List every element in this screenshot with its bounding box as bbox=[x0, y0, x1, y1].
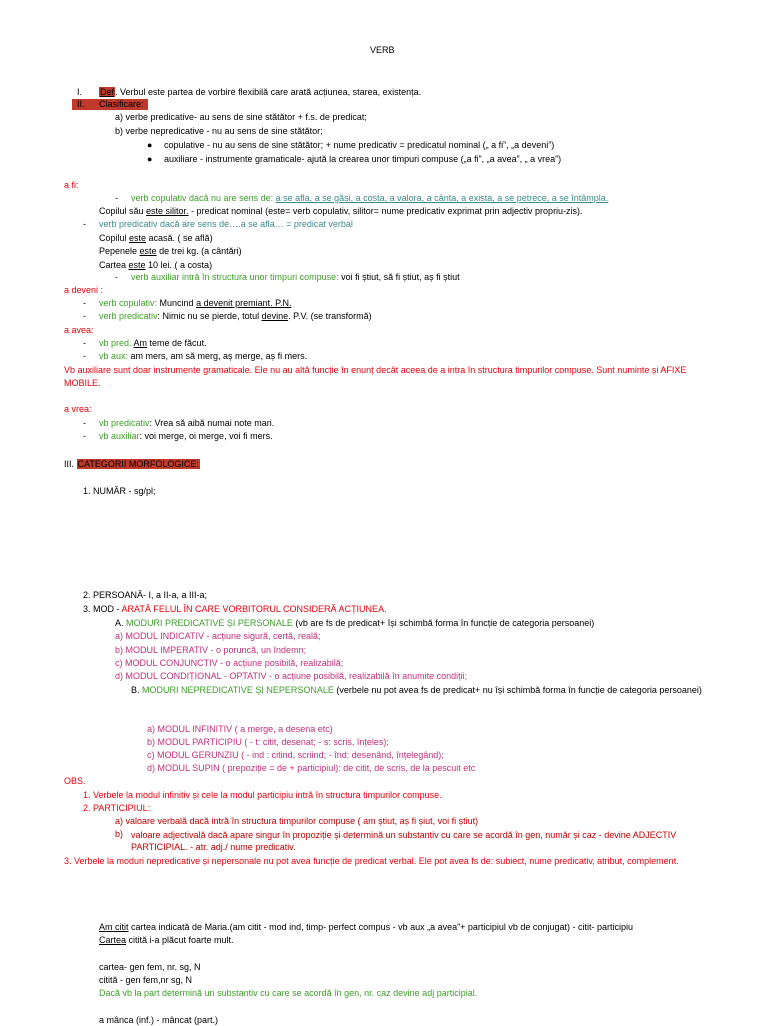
section-ii-heading: Clasificare: bbox=[99, 99, 144, 109]
avrea-line-2 bbox=[99, 431, 273, 442]
dash-icon: - bbox=[83, 338, 86, 348]
auxiliar-label: vb auxiliar bbox=[99, 431, 140, 441]
afi-line-7 bbox=[131, 272, 460, 283]
mod-definition: ARATĂ FELUL ÎN CARE VORBITORUL CONSIDERĂ ACȚIUNEA. bbox=[121, 604, 387, 614]
text: - predicat nominal (este= verb copulativ, silitor= nume predicativ exprimat prin adjectiv propriu-zis). bbox=[188, 206, 583, 216]
modB-item: d) MODUL SUPIN ( prepoziție = de + participiul): de citit, de scris, de la pescuit etc bbox=[147, 763, 476, 773]
dash-icon: - bbox=[83, 431, 86, 441]
predicativ-label: verb predicativ bbox=[99, 311, 158, 321]
modB-title: MODURI NEPREDICATIVE ȘI NEPERSONALE bbox=[142, 685, 334, 695]
text: (verbele nu pot avea fs de predicat+ nu își schimbă forma în funcție de categoria persoanei) bbox=[333, 685, 702, 695]
underlined-text: este bbox=[129, 233, 147, 243]
adeveni-line-1 bbox=[99, 298, 291, 309]
text: B. bbox=[131, 685, 143, 695]
afi-label: a fi: bbox=[64, 180, 79, 190]
modB-heading bbox=[131, 684, 703, 697]
text: Copilul bbox=[99, 233, 130, 243]
aavea-label: a avea: bbox=[64, 325, 94, 335]
text: : Nimic nu se pierde, totul bbox=[157, 311, 262, 321]
afi-line-3: verb predicativ dacă are sens de….a se afla… = predicat verbal bbox=[99, 219, 353, 229]
bullet-icon: ● bbox=[147, 140, 153, 150]
modA-item: b) MODUL IMPERATIV - o poruncă, un îndemn; bbox=[115, 645, 307, 655]
example-line-4: citită - gen fem,nr sg, N bbox=[99, 975, 193, 985]
dash-icon: - bbox=[83, 418, 86, 428]
predicativ-label: vb predicativ bbox=[99, 418, 150, 428]
text: 3. MOD - bbox=[83, 604, 122, 614]
text: Muncind bbox=[157, 298, 197, 308]
example-line-5: Dacă vb la part determină un substantiv cu care se acordă în gen, nr. caz devine adj participial. bbox=[99, 988, 478, 998]
aux-label: vb aux: bbox=[99, 351, 129, 361]
modB-item: c) MODUL GERUNZIU ( - ind : citind, scriind; - înd: desenând, înțelegând); bbox=[147, 750, 444, 760]
categorii-highlight: CATEGORII MORFOLOGICE: bbox=[77, 459, 199, 469]
text: . P.V. (se transformă) bbox=[288, 311, 372, 321]
persoana-item: 2. PERSOANĂ- I, a II-a, a III-a; bbox=[83, 590, 208, 600]
avrea-line-1 bbox=[99, 418, 274, 429]
example-line-3: cartea- gen fem, nr. sg, N bbox=[99, 962, 201, 972]
afi-line-4 bbox=[99, 233, 213, 244]
pred-label: vb pred. bbox=[99, 338, 134, 348]
text: Cartea bbox=[99, 260, 129, 270]
section-iii-number: III. bbox=[64, 459, 75, 469]
numar-item: 1. NUMĂR - sg/pl; bbox=[83, 486, 156, 496]
afi-line-1 bbox=[131, 193, 608, 204]
auxiliare-item: auxiliare - instrumente gramaticale- ajută la crearea unor timpuri compuse („a fi”, „a avea”, „ a vrea”) bbox=[164, 154, 562, 164]
afi-line-6 bbox=[99, 260, 212, 271]
mod-item bbox=[83, 604, 387, 615]
copulativ-label: verb copulativ: bbox=[99, 298, 158, 308]
underlined-text: este bbox=[128, 260, 146, 270]
copulative-item: copulative - nu au sens de sine stătător; + nume predicativ = predicatul nominal („ a fi”, „a deveni”) bbox=[164, 140, 555, 150]
page-title: VERB bbox=[370, 45, 395, 55]
obs-item-1: 1. Verbele la modul infinitiv și cele la modul participiu intră în structura timpurilor compuse. bbox=[83, 790, 442, 800]
afi-meanings: a se afla, a se găsi, a costa, a valora, a cânta, a exista, a se petrece, a se întâmpla. bbox=[275, 193, 609, 203]
modB-item: a) MODUL INFINITIV ( a merge, a desena etc) bbox=[147, 724, 333, 734]
afi-auxiliar-label: verb auxiliar intră în structura unor timpuri compuse: bbox=[131, 272, 342, 282]
text: am mers, am să merg, aș merge, aș fi mers. bbox=[128, 351, 308, 361]
underlined-text: este bbox=[139, 246, 157, 256]
def-highlight: Def bbox=[100, 87, 115, 97]
modA-item: a) MODUL INDICATIV - acțiune sigură, certă, reală; bbox=[115, 631, 321, 641]
clasificare-a: a) verbe predicative- au sens de sine stătător + f.s. de predicat; bbox=[115, 112, 367, 122]
text: teme de făcut. bbox=[147, 338, 207, 348]
underlined-text: este silitor. bbox=[146, 206, 189, 216]
obs-item-2a: a) valoare verbală dacă intră în structura timpurilor compuse ( am știut, aș fi șiut, voi fi știut) bbox=[115, 816, 479, 826]
example-line-1 bbox=[99, 922, 633, 933]
afi-copulativ-label: verb copulativ dacă nu are sens de: bbox=[131, 193, 276, 203]
text: (vb are fs de predicat+ își schimbă forma în funcție de categoria persoanei) bbox=[292, 618, 595, 628]
dash-icon: - bbox=[83, 311, 86, 321]
aavea-line-2 bbox=[99, 351, 307, 362]
dash-icon: - bbox=[115, 193, 118, 203]
obs-item-2: 2. PARTICIPIUL: bbox=[83, 803, 151, 813]
text: de trei kg. (a cântări) bbox=[156, 246, 242, 256]
text: 10 lei. ( a costa) bbox=[145, 260, 213, 270]
section-iii-heading bbox=[64, 459, 200, 470]
adeveni-label: a deveni : bbox=[64, 285, 104, 295]
example-line-6: a mânca (inf.) - mâncat (part.) bbox=[99, 1015, 219, 1025]
underlined-text: Am bbox=[133, 338, 148, 348]
modB-item: b) MODUL PARTICIPIU ( - t: citit, desenat; - s: scris, înțeles); bbox=[147, 737, 389, 747]
section-ii-number: II. bbox=[77, 99, 85, 109]
obs-item-2b: valoare adjectivală dacă apare singur în propoziție și determină un substantiv cu care se acordă în gen, număr și caz - devine ADJECTIV PARTICIPIAL. - atr. adj./ nume predicativ. bbox=[131, 830, 677, 852]
underlined-text: devine bbox=[261, 311, 289, 321]
underlined-text: Cartea bbox=[99, 935, 127, 945]
example-line-2 bbox=[99, 935, 234, 946]
avrea-label: a vrea: bbox=[64, 404, 92, 414]
afi-line-5 bbox=[99, 246, 242, 257]
auxiliary-note: Vb auxiliare sunt doar instrumente gramaticale. Ele nu au altă funcție în enunț decât aceea de a intra în structura timpurilor compuse. Sunt numinte și AFIXE MOBILE. bbox=[64, 365, 687, 388]
definition-text: . Verbul este partea de vorbire flexibilă care arată acțiunea, starea, existența. bbox=[115, 87, 422, 97]
modA-heading bbox=[115, 618, 594, 629]
underlined-text: a devenit premiant. P.N. bbox=[196, 298, 292, 308]
text: Pepenele bbox=[99, 246, 140, 256]
text: acasă. ( se află) bbox=[146, 233, 213, 243]
modA-title: MODURI PREDICATIVE ȘI PERSONALE bbox=[126, 618, 293, 628]
dash-icon: - bbox=[83, 298, 86, 308]
aavea-line-1 bbox=[99, 338, 207, 349]
dash-icon: - bbox=[83, 351, 86, 361]
dash-icon: - bbox=[115, 272, 118, 282]
text: : voi merge, oi merge, voi fi mers. bbox=[139, 431, 273, 441]
text: citită i-a plăcut foarte mult. bbox=[126, 935, 234, 945]
clasificare-b: b) verbe nepredicative - nu au sens de sine stătător; bbox=[115, 126, 323, 136]
modA-item: d) MODUL CONDIȚIONAL - OPTATIV - o acțiune posibilă, realizabilă în anumite condiții; bbox=[115, 671, 468, 681]
text: A. bbox=[115, 618, 127, 628]
afi-line-2 bbox=[99, 206, 583, 217]
obs-item-3: 3. Verbele la moduri nepredicative și nepersonale nu pot avea funcție de predicat verbal. Ele pot avea fs de: subiect, nume predicativ, atribut, complement. bbox=[64, 856, 679, 866]
text: : Vrea să aibă numai note mari. bbox=[149, 418, 275, 428]
adeveni-line-2 bbox=[99, 311, 372, 322]
text: Copilul său bbox=[99, 206, 147, 216]
dash-icon: - bbox=[83, 219, 86, 229]
bullet-icon: ● bbox=[147, 154, 153, 164]
obs-label: OBS. bbox=[64, 776, 86, 786]
text: voi fi știut, să fi știut, aș fi știut bbox=[341, 272, 460, 282]
obs-item-2b-letter: b) bbox=[115, 829, 124, 839]
section-i-number: I. bbox=[77, 87, 83, 97]
definition-line bbox=[99, 87, 421, 98]
text: cartea indicată de Maria.(am citit - mod ind, timp- perfect compus - vb aux „a avea”+ participiul vb de conjugat) - citit- participiu bbox=[128, 922, 633, 932]
underlined-text: Am citit bbox=[99, 922, 129, 932]
modA-item: c) MODUL CONJUNCTIV - o acțiune posibilă, realizabilă; bbox=[115, 658, 344, 668]
